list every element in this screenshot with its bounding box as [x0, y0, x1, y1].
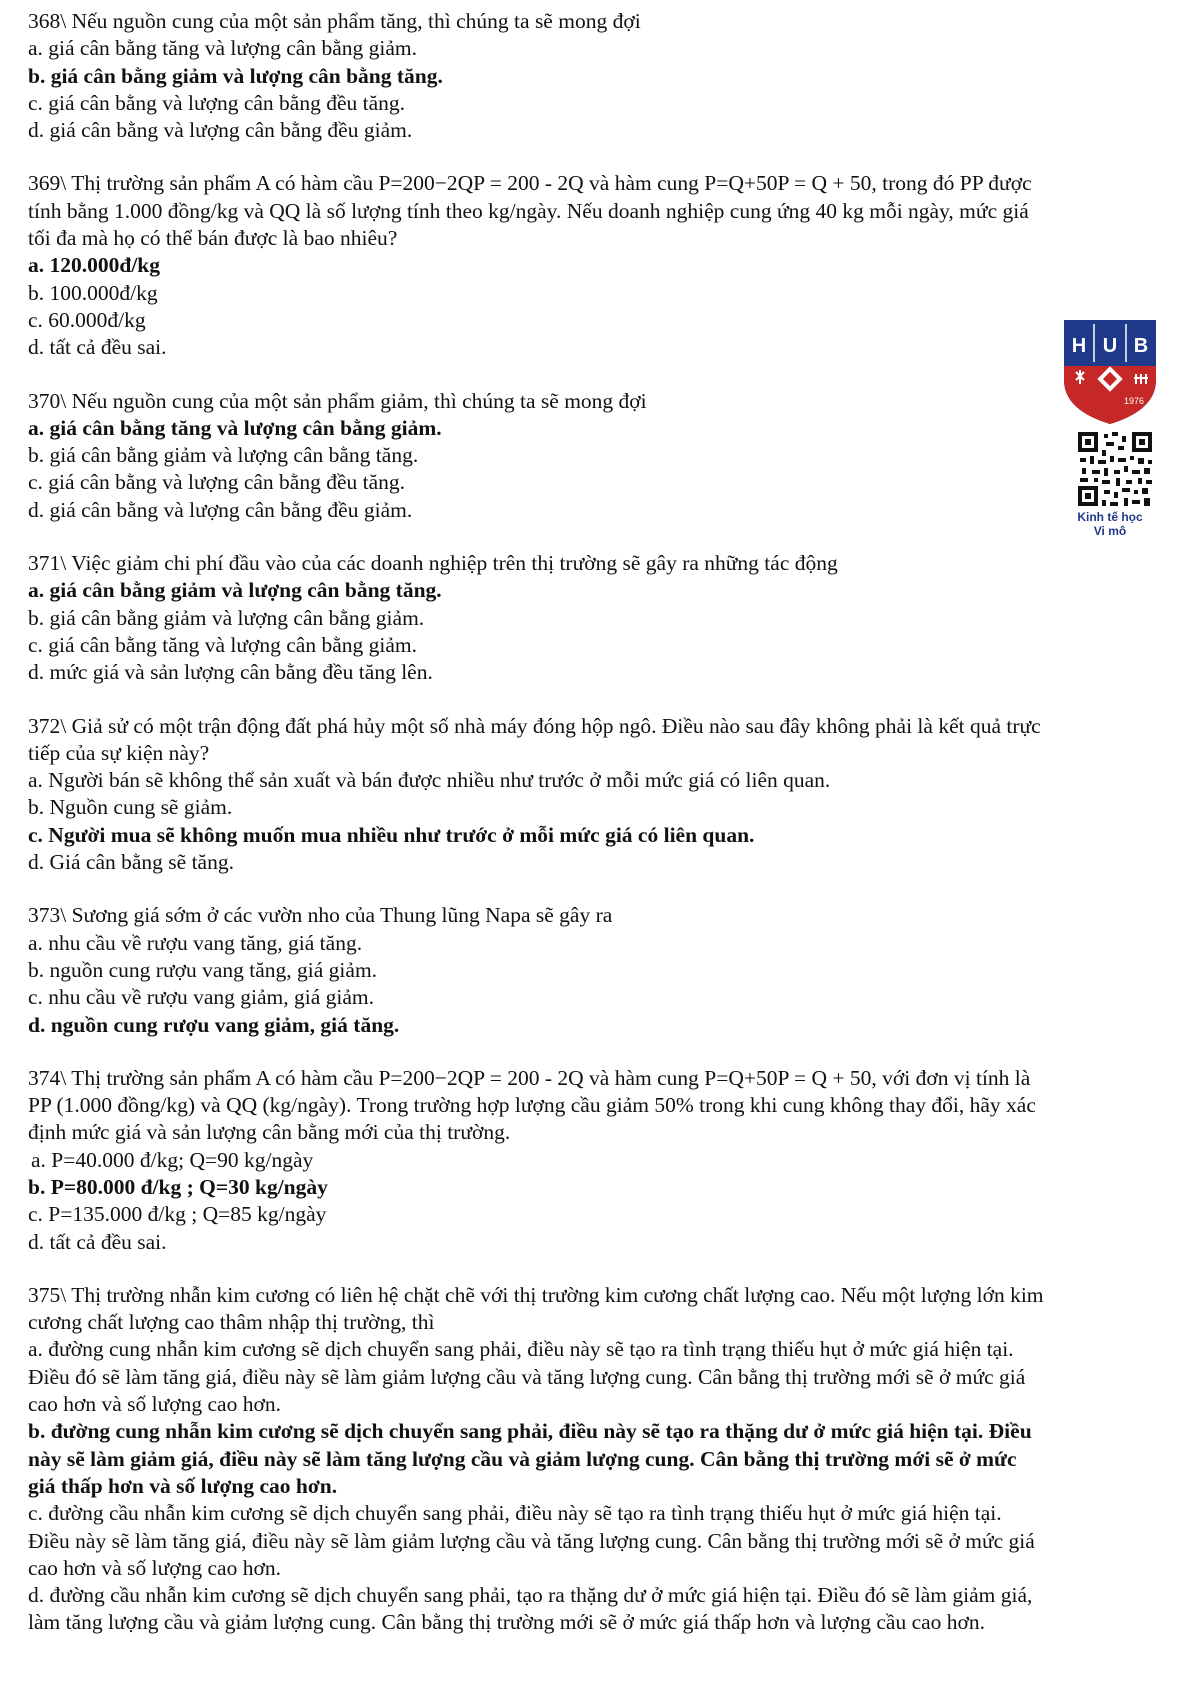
option: c. 60.000đ/kg: [28, 307, 146, 332]
question-stem: 372\ Giả sử có một trận động đất phá hủy một số nhà máy đóng hộp ngô. Điều nào sau đây không phải là kết quả trực: [28, 713, 1041, 738]
option: c. P=135.000 đ/kg ; Q=85 kg/ngày: [28, 1202, 327, 1227]
svg-text:U: U: [1102, 335, 1118, 357]
svg-text:1976: 1976: [1123, 396, 1145, 406]
question-stem: tối đa mà họ có thể bán được là bao nhiêu?: [28, 226, 398, 251]
question-stem: PP (1.000 đồng/kg) và QQ (kg/ngày). Trong trường hợp lượng cầu giảm 50% trong khi cung không thay đổi, hãy xác: [28, 1093, 1036, 1118]
option: c. đường cầu nhẫn kim cương sẽ dịch chuyển sang phải, điều này sẽ tạo ra tình trạng thiếu hụt ở mức giá hiện tại.: [28, 1501, 1002, 1526]
option-correct: a. giá cân bằng tăng và lượng cân bằng giảm.: [28, 415, 442, 440]
option-correct: b. giá cân bằng giảm và lượng cân bằng tăng.: [28, 63, 443, 88]
option: d. giá cân bằng và lượng cân bằng đều giảm.: [28, 118, 413, 143]
option: d. tất cả đều sai.: [28, 1229, 167, 1254]
university-crest-icon: [1058, 318, 1162, 428]
question: [28, 1282, 1178, 1637]
question: [28, 550, 1178, 686]
question-stem: tiếp của sự kiện này?: [28, 740, 210, 765]
option: b. giá cân bằng giảm và lượng cân bằng tăng.: [28, 443, 419, 468]
option: b. Nguồn cung sẽ giảm.: [28, 795, 233, 820]
svg-text:H: H: [1071, 335, 1087, 357]
hub-logo: [1058, 318, 1162, 538]
option-correct: a. giá cân bằng giảm và lượng cân bằng tăng.: [28, 578, 442, 603]
option: làm tăng lượng cầu và giảm lượng cung. Cân bằng thị trường mới sẽ ở mức giá thấp hơn và lượng cầu cao hơn.: [28, 1610, 986, 1635]
option: cao hơn và số lượng cao hơn.: [28, 1392, 281, 1417]
question-stem: định mức giá và sản lượng cân bằng mới của thị trường.: [28, 1120, 511, 1145]
option: c. giá cân bằng và lượng cân bằng đều tăng.: [28, 90, 406, 115]
option: cao hơn và số lượng cao hơn.: [28, 1555, 281, 1580]
option-correct: này sẽ làm giảm giá, điều này sẽ làm tăng lượng cầu và giảm lượng cung. Cân bằng thị trường mới sẽ ở mức: [28, 1446, 1017, 1471]
option: a. nhu cầu về rượu vang tăng, giá tăng.: [28, 930, 363, 955]
option: a. đường cung nhẫn kim cương sẽ dịch chuyển sang phải, điều này sẽ tạo ra tình trạng thiếu hụt ở mức giá hiện tại.: [28, 1337, 1014, 1362]
option: a. giá cân bằng tăng và lượng cân bằng giảm.: [28, 36, 417, 61]
option-correct: a. 120.000đ/kg: [28, 253, 161, 278]
option: a. Người bán sẽ không thể sản xuất và bán được nhiều như trước ở mỗi mức giá có liên quan.: [28, 768, 831, 793]
option: d. Giá cân bằng sẽ tăng.: [28, 850, 234, 875]
logo-caption: Vi mô: [1093, 524, 1127, 538]
qr-code-icon: [1058, 428, 1162, 510]
question: [28, 388, 1178, 524]
option-correct: d. nguồn cung rượu vang giảm, giá tăng.: [28, 1012, 400, 1037]
question-stem: tính bằng 1.000 đồng/kg và QQ là số lượng tính theo kg/ngày. Nếu doanh nghiệp cung ứng 40 kg mỗi ngày, mức giá: [28, 198, 1029, 223]
option: Điều đó sẽ làm tăng giá, điều này sẽ làm giảm lượng cầu và tăng lượng cung. Cân bằng thị trường mới sẽ ở mức giá: [28, 1364, 1026, 1389]
logo-caption: Kinh tế học: [1077, 510, 1143, 524]
option: b. 100.000đ/kg: [28, 280, 158, 305]
option-correct: giá thấp hơn và số lượng cao hơn.: [28, 1473, 338, 1498]
question-stem: 373\ Sương giá sớm ở các vườn nho của Thung lũng Napa sẽ gây ra: [28, 903, 613, 928]
option: b. giá cân bằng giảm và lượng cân bằng giảm.: [28, 605, 425, 630]
question-stem: cương chất lượng cao thâm nhập thị trường, thì: [28, 1310, 435, 1335]
question-stem: 371\ Việc giảm chi phí đầu vào của các doanh nghiệp trên thị trường sẽ gây ra những tác động: [28, 551, 838, 576]
option: d. mức giá và sản lượng cân bằng đều tăng lên.: [28, 660, 433, 685]
question-stem: 368\ Nếu nguồn cung của một sản phẩm tăng, thì chúng ta sẽ mong đợi: [28, 9, 641, 33]
document-page: [28, 8, 1178, 1663]
question: [28, 170, 1178, 361]
question: [28, 1065, 1178, 1256]
svg-text:B: B: [1133, 335, 1149, 357]
option: d. giá cân bằng và lượng cân bằng đều giảm.: [28, 497, 413, 522]
option: d. đường cầu nhẫn kim cương sẽ dịch chuyển sang phải, tạo ra thặng dư ở mức giá hiện tại. Điều đó sẽ làm giảm giá,: [28, 1583, 1033, 1608]
option: d. tất cả đều sai.: [28, 335, 167, 360]
option: c. giá cân bằng tăng và lượng cân bằng giảm.: [28, 632, 417, 657]
option: a. P=40.000 đ/kg; Q=90 kg/ngày: [31, 1147, 314, 1172]
question-stem: 370\ Nếu nguồn cung của một sản phẩm giảm, thì chúng ta sẽ mong đợi: [28, 388, 647, 413]
question: [28, 713, 1178, 877]
question-stem: 369\ Thị trường sản phẩm A có hàm cầu P=200−2QP = 200 - 2Q và hàm cung P=Q+50P = Q + 50, trong đó PP được: [28, 171, 1032, 196]
option: c. nhu cầu về rượu vang giảm, giá giảm.: [28, 985, 375, 1010]
question-stem: 374\ Thị trường sản phẩm A có hàm cầu P=200−2QP = 200 - 2Q và hàm cung P=Q+50P = Q + 50, với đơn vị tính là: [28, 1065, 1031, 1090]
option-correct: b. đường cung nhẫn kim cương sẽ dịch chuyển sang phải, điều này sẽ tạo ra thặng dư ở mức giá hiện tại. Điều: [28, 1419, 1032, 1444]
option: Điều này sẽ làm tăng giá, điều này sẽ làm giảm lượng cầu và tăng lượng cung. Cân bằng thị trường mới sẽ ở mức giá: [28, 1528, 1035, 1553]
question: [28, 902, 1178, 1038]
question: [28, 8, 1178, 144]
option: c. giá cân bằng và lượng cân bằng đều tăng.: [28, 470, 406, 495]
option-correct: b. P=80.000 đ/kg ; Q=30 kg/ngày: [28, 1174, 328, 1199]
question-stem: 375\ Thị trường nhẫn kim cương có liên hệ chặt chẽ với thị trường kim cương chất lượng cao. Nếu một lượng lớn kim: [28, 1282, 1044, 1307]
option-correct: c. Người mua sẽ không muốn mua nhiều như trước ở mỗi mức giá có liên quan.: [28, 822, 755, 847]
option: b. nguồn cung rượu vang tăng, giá giảm.: [28, 957, 378, 982]
